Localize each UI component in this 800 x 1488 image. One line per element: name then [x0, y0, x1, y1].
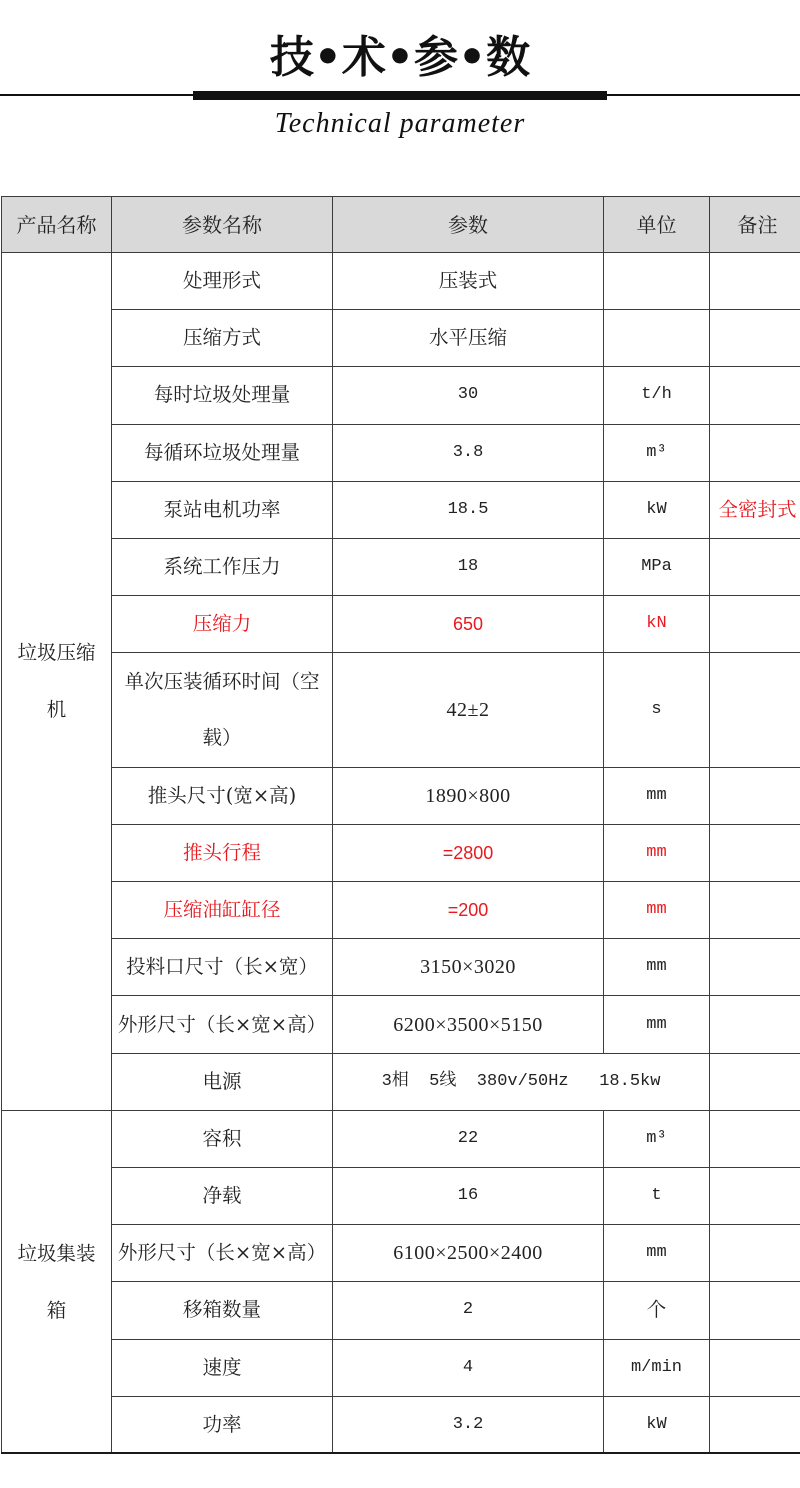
table-row: [2, 939, 800, 996]
unit-cell: m/min: [604, 1339, 710, 1396]
remark-cell: [710, 367, 800, 424]
remark-cell: [710, 882, 800, 939]
param-value-cell: 3150×3020: [333, 939, 604, 996]
param-name-cell: 处理形式: [112, 253, 333, 310]
param-name-cell: 外形尺寸（长×宽×高）: [112, 1225, 333, 1282]
param-value-cell: 3.2: [333, 1396, 604, 1453]
unit-cell: mm: [604, 996, 710, 1053]
table-row: [2, 481, 800, 538]
param-name-cell: 电源: [112, 1053, 333, 1110]
param-name-cell: 每时垃圾处理量: [112, 367, 333, 424]
param-name-cell: 推头行程: [112, 824, 333, 881]
param-value-cell: 18: [333, 538, 604, 595]
product-name: 垃圾压缩机: [17, 641, 96, 722]
product-name: 垃圾集装箱: [17, 1241, 96, 1322]
param-name-cell: 速度: [112, 1339, 333, 1396]
param-name-cell: 功率: [112, 1396, 333, 1453]
param-name-cell: 压缩油缸缸径: [112, 882, 333, 939]
unit-cell: MPa: [604, 538, 710, 595]
table-row: [2, 1282, 800, 1339]
table-row: [2, 367, 800, 424]
table-row: [2, 310, 800, 367]
remark-cell: [710, 1396, 800, 1453]
unit-cell: kW: [604, 1396, 710, 1453]
param-name-text: 单次压装循环时间（空载）: [124, 670, 320, 749]
param-value-cell: 压装式: [333, 253, 604, 310]
param-value-cell: 18.5: [333, 481, 604, 538]
unit-cell: [604, 253, 710, 310]
param-name-cell: 容积: [112, 1110, 333, 1167]
param-name-cell: 压缩方式: [112, 310, 333, 367]
param-value-cell: 22: [333, 1110, 604, 1167]
remark-cell: [710, 653, 800, 767]
power-supply-value-cell: 3相 5线 380v/50Hz 18.5kw: [333, 1053, 710, 1110]
remark-cell: [710, 424, 800, 481]
param-name-cell: 投料口尺寸（长×宽）: [112, 939, 333, 996]
param-value-cell: 2: [333, 1282, 604, 1339]
param-value-cell: 650: [333, 596, 604, 653]
unit-cell: mm: [604, 824, 710, 881]
unit-cell: mm: [604, 882, 710, 939]
table-row: [2, 996, 800, 1053]
param-name-cell: 压缩力: [112, 596, 333, 653]
remark-cell: [710, 253, 800, 310]
unit-cell: mm: [604, 1225, 710, 1282]
remark-cell: [710, 939, 800, 996]
table-body: [2, 253, 800, 1454]
column-header-product: 产品名称: [2, 197, 112, 253]
param-name-cell: 推头尺寸(宽×高): [112, 767, 333, 824]
table-row: [2, 882, 800, 939]
unit-cell: mm: [604, 767, 710, 824]
param-name-cell: [112, 653, 333, 767]
unit-cell: kW: [604, 481, 710, 538]
param-value-cell: 30: [333, 367, 604, 424]
unit-cell: 个: [604, 1282, 710, 1339]
column-header-unit: 单位: [604, 197, 710, 253]
title-accent-bar: [193, 91, 607, 100]
param-name-cell: 外形尺寸（长×宽×高）: [112, 996, 333, 1053]
remark-cell: [710, 538, 800, 595]
param-value-cell: 水平压缩: [333, 310, 604, 367]
page-subtitle: Technical parameter: [274, 108, 526, 139]
param-name-cell: 移箱数量: [112, 1282, 333, 1339]
table-row: [2, 596, 800, 653]
param-value-cell: 3.8: [333, 424, 604, 481]
param-name-cell: 泵站电机功率: [112, 481, 333, 538]
param-value-cell: 6200×3500×5150: [333, 996, 604, 1053]
unit-cell: mm: [604, 939, 710, 996]
unit-cell: s: [604, 653, 710, 767]
remark-cell: [710, 996, 800, 1053]
remark-cell: [710, 596, 800, 653]
param-value-cell: 1890×800: [333, 767, 604, 824]
unit-cell: t: [604, 1168, 710, 1225]
param-value-cell: =200: [333, 882, 604, 939]
remark-cell: [710, 1168, 800, 1225]
spec-table: [1, 196, 800, 1454]
remark-cell: [710, 1225, 800, 1282]
unit-cell: m³: [604, 424, 710, 481]
table-header: [2, 197, 800, 253]
param-name-cell: 系统工作压力: [112, 538, 333, 595]
unit-cell: kN: [604, 596, 710, 653]
unit-cell: t/h: [604, 367, 710, 424]
param-value-cell: 4: [333, 1339, 604, 1396]
remark-cell: [710, 1110, 800, 1167]
column-header-value: 参数: [333, 197, 604, 253]
table-row: [2, 424, 800, 481]
param-value-cell: 6100×2500×2400: [333, 1225, 604, 1282]
table-row: [2, 1339, 800, 1396]
table-row: [2, 767, 800, 824]
table-header-row: [2, 197, 800, 253]
remark-cell: [710, 824, 800, 881]
table-row: [2, 1168, 800, 1225]
product-name-cell: [2, 1110, 112, 1453]
remark-cell: 全密封式: [710, 481, 800, 538]
table-row: [2, 538, 800, 595]
table-row: [2, 824, 800, 881]
remark-cell: [710, 1053, 800, 1110]
remark-cell: [710, 767, 800, 824]
unit-cell: [604, 310, 710, 367]
table-row: [2, 253, 800, 310]
param-value-cell: =2800: [333, 824, 604, 881]
param-name-cell: 净载: [112, 1168, 333, 1225]
unit-cell: m³: [604, 1110, 710, 1167]
table-row: [2, 1110, 800, 1167]
column-header-remark: 备注: [710, 197, 800, 253]
table-row: [2, 1053, 800, 1110]
product-name-cell: [2, 253, 112, 1111]
remark-cell: [710, 1339, 800, 1396]
table-row: [2, 1396, 800, 1453]
param-value-cell: 42±2: [333, 653, 604, 767]
page-title: 技•术•参•数: [269, 32, 531, 83]
param-name-cell: 每循环垃圾处理量: [112, 424, 333, 481]
table-row: [2, 653, 800, 767]
param-value-cell: 16: [333, 1168, 604, 1225]
table-row: [2, 1225, 800, 1282]
remark-cell: [710, 310, 800, 367]
remark-cell: [710, 1282, 800, 1339]
column-header-param-name: 参数名称: [112, 197, 333, 253]
